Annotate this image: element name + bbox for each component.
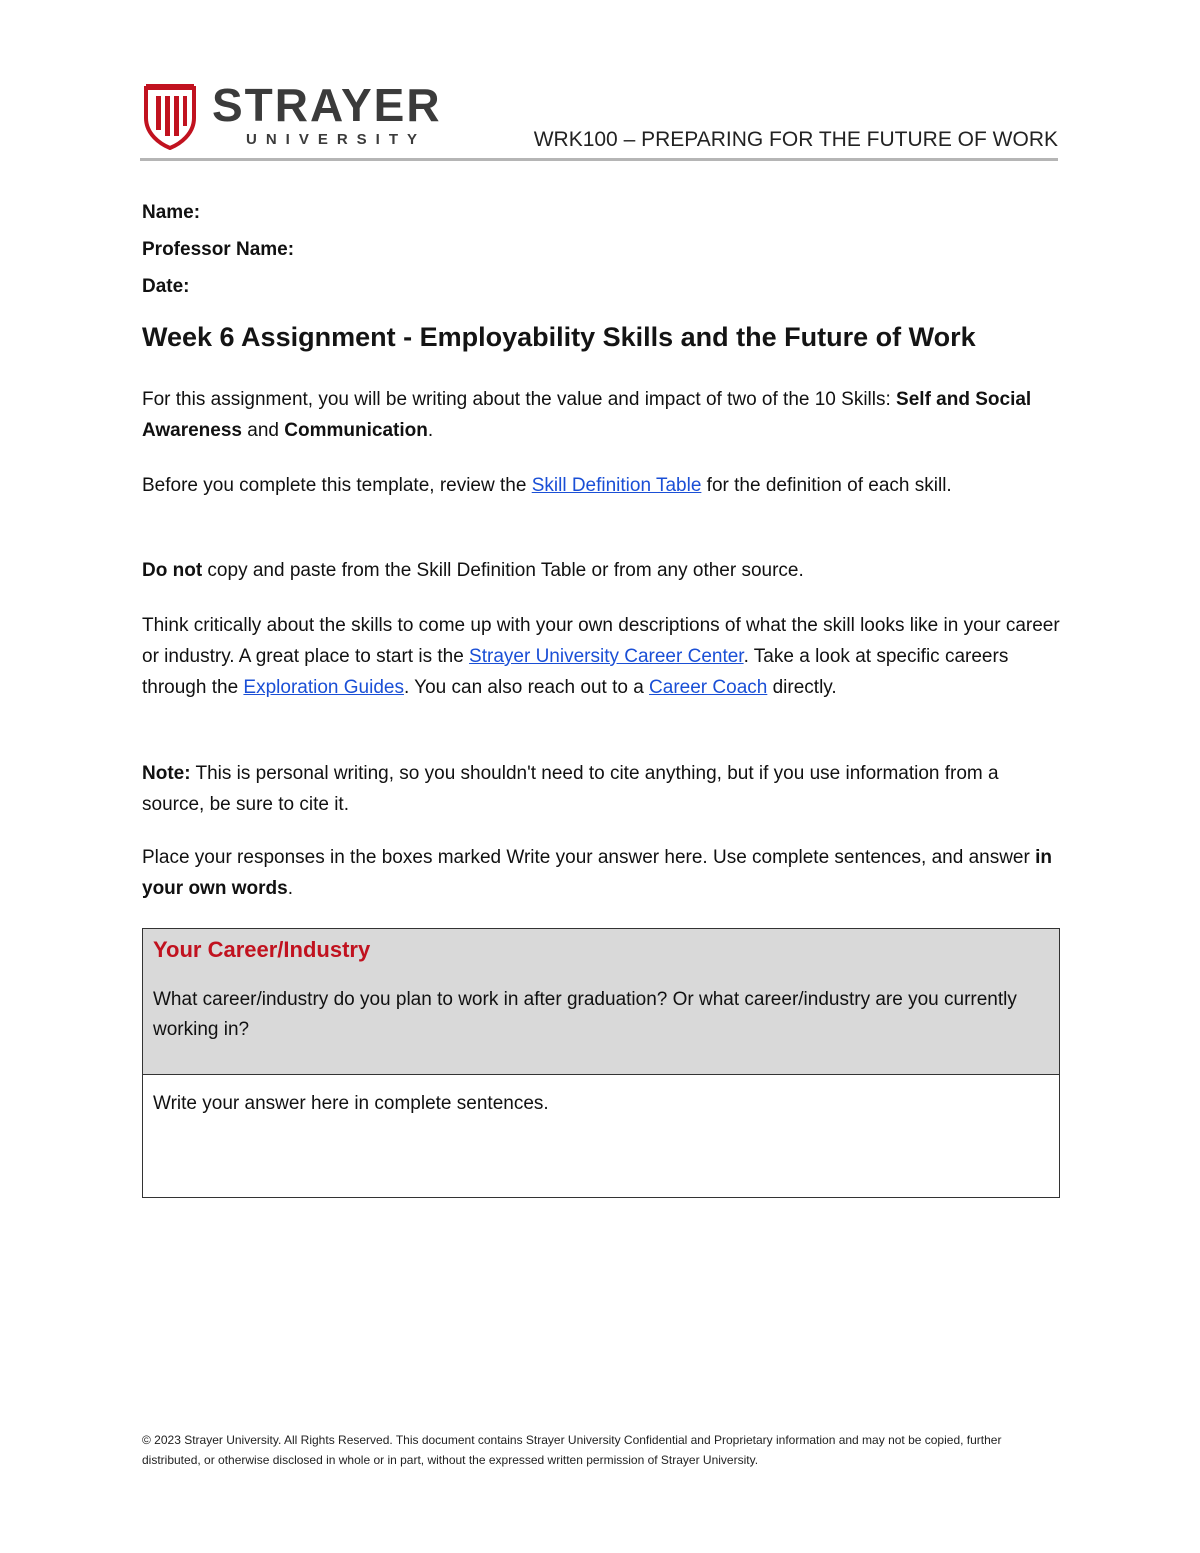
no-copy-paragraph: Do not copy and paste from the Skill Definition Table or from any other source.	[142, 560, 804, 581]
strayer-logo	[142, 79, 452, 152]
header-divider	[140, 158, 1058, 161]
logo-subtitle: UNIVERSITY	[246, 131, 427, 148]
professor-name-label: Professor Name:	[142, 239, 295, 260]
page-title: Week 6 Assignment - Employability Skills and the Future of Work	[142, 322, 976, 352]
career-answer-field[interactable]: Write your answer here in complete sentences.	[153, 1093, 549, 1114]
logo-wordmark: STRAYER	[212, 79, 442, 131]
review-paragraph: Before you complete this template, review the Skill Definition Table for the definition of each skill.	[142, 475, 952, 496]
career-center-link[interactable]: Strayer University Career Center	[469, 646, 744, 667]
skill-definition-table-link[interactable]: Skill Definition Table	[531, 475, 702, 496]
career-industry-table	[142, 928, 1060, 1198]
shield-icon	[142, 82, 198, 150]
career-question-cell	[143, 929, 1059, 1075]
name-label: Name:	[142, 202, 201, 223]
copyright-footer: © 2023 Strayer University. All Rights Reserved. This document contains Strayer University Confidential and Proprietary information and may not be copied, further distributed, or otherwise disclosed in whole or in part, without the expressed written permission of Strayer University.	[142, 1433, 1002, 1467]
intro-paragraph: For this assignment, you will be writing about the value and impact of two of the 10 Skills: Self and Social Awareness and Communication.	[142, 389, 1032, 441]
think-critically-paragraph: Think critically about the skills to come up with your own descriptions of what the skill looks like in your career or industry. A great place to start is the Strayer University Career Center. Take a look at specific careers through the Exploration Guides. You can also reach out to a Career Coach directly.	[142, 615, 1060, 698]
note-paragraph: Note: This is personal writing, so you shouldn't need to cite anything, but if you use information from a source, be sure to cite it.	[142, 763, 999, 815]
career-section-title: Your Career/Industry	[153, 937, 371, 962]
career-question: What career/industry do you plan to work in after graduation? Or what career/industry are you currently working in?	[153, 989, 1017, 1040]
date-label: Date:	[142, 276, 190, 297]
instructions-paragraph: Place your responses in the boxes marked Write your answer here. Use complete sentences, and answer in your own words.	[142, 847, 1052, 899]
career-coach-link[interactable]: Career Coach	[649, 677, 768, 698]
exploration-guides-link[interactable]: Exploration Guides	[243, 677, 404, 698]
course-title: WRK100 – PREPARING FOR THE FUTURE OF WORK	[533, 128, 1058, 151]
